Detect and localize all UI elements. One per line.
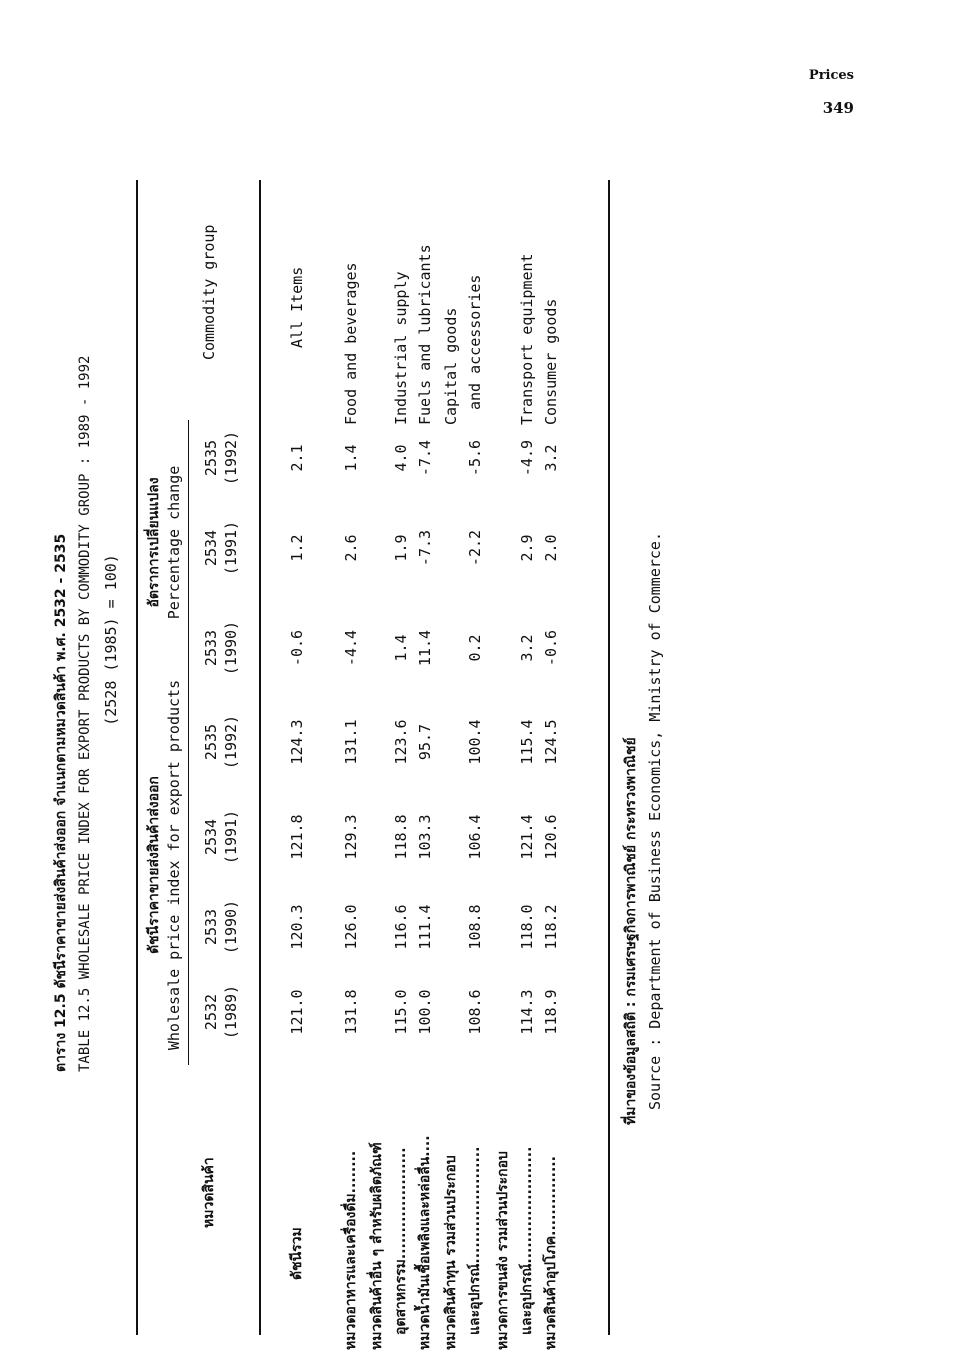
source-note-english: Source : Department of Business Economics, Ministry of Commerce. xyxy=(646,532,664,1110)
table-cell: 3.2 xyxy=(542,444,560,472)
year-header-th: 2533 xyxy=(202,629,220,667)
row-label-english: Fuels and lubricants xyxy=(416,244,434,425)
table-cell: 106.4 xyxy=(466,814,484,860)
table-title-english: TABLE 12.5 WHOLESALE PRICE INDEX FOR EXPORT PRODUCTS BY COMMODITY GROUP : 1989 - 1992 xyxy=(77,355,93,1072)
page-number: 349 xyxy=(822,99,854,117)
table-cell: 100.4 xyxy=(466,719,484,765)
group1-rule xyxy=(188,665,189,1065)
table-base-note: (2528 (1985) = 100) xyxy=(102,554,120,726)
year-header-th: 2532 xyxy=(202,993,220,1031)
row-label-english: Consumer goods xyxy=(542,298,560,425)
table-cell: 118.0 xyxy=(518,904,536,950)
table-cell: 121.0 xyxy=(288,989,306,1035)
group1-heading-english: Wholesale price index for export products xyxy=(165,679,183,1051)
year-header-en: (1992) xyxy=(222,714,240,770)
table-cell: -4.4 xyxy=(342,629,360,667)
table-cell: 118.2 xyxy=(542,904,560,950)
table-cell: 131.1 xyxy=(342,719,360,765)
header-rule xyxy=(259,180,261,1335)
table-cell: 108.8 xyxy=(466,904,484,950)
row-label-english: All Items xyxy=(288,266,306,348)
table-cell: 121.4 xyxy=(518,814,536,860)
table-cell: -4.9 xyxy=(518,439,536,477)
table-cell: 111.4 xyxy=(416,904,434,950)
group2-heading-thai: อัตราการเปลี่ยนแปลง xyxy=(146,477,162,608)
rotated-table-page xyxy=(50,183,670,1350)
row-label-thai: และอุปกรณ์...................... xyxy=(467,1146,483,1335)
table-cell: 121.8 xyxy=(288,814,306,860)
year-header-th: 2535 xyxy=(202,439,220,477)
table-cell: 1.2 xyxy=(288,534,306,562)
table-cell: 120.3 xyxy=(288,904,306,950)
table-cell: 116.6 xyxy=(392,904,410,950)
running-title: Prices xyxy=(808,68,854,83)
table-cell: 118.9 xyxy=(542,989,560,1035)
stub-head-english: Commodity group xyxy=(200,224,218,360)
row-label-thai: หมวดอาหารและเครื่องดื่ม........ xyxy=(343,1150,359,1350)
table-cell: 2.6 xyxy=(342,534,360,562)
table-cell: -7.3 xyxy=(416,529,434,567)
row-label-thai: หมวดสินค้าอุปโภค............... xyxy=(543,1156,559,1350)
table-cell: -7.4 xyxy=(416,439,434,477)
year-header-en: (1991) xyxy=(222,520,240,576)
row-label-thai: และอุปกรณ์...................... xyxy=(519,1146,535,1335)
row-label-thai: หมวดน้ำมันเชื้อเพลิงและหล่อลื่น.... xyxy=(417,1135,433,1350)
table-cell: 124.3 xyxy=(288,719,306,765)
group2-rule xyxy=(188,420,189,665)
table-cell: 4.0 xyxy=(392,444,410,472)
table-cell: 100.0 xyxy=(416,989,434,1035)
table-cell: 103.3 xyxy=(416,814,434,860)
table-cell: 1.9 xyxy=(392,534,410,562)
group1-heading-thai: ดัชนีราคาขายส่งสินค้าส่งออก xyxy=(146,776,162,954)
row-label-english: Transport equipment xyxy=(518,253,536,425)
table-cell: 131.8 xyxy=(342,989,360,1035)
table-cell: -0.6 xyxy=(542,629,560,667)
year-header-en: (1990) xyxy=(222,899,240,955)
year-header-en: (1989) xyxy=(222,984,240,1040)
table-cell: 114.3 xyxy=(518,989,536,1035)
table-cell: 124.5 xyxy=(542,719,560,765)
row-label-thai: หมวดการขนส่ง รวมส่วนประกอบ xyxy=(495,1151,511,1350)
stub-head-thai: หมวดสินค้า xyxy=(201,1157,217,1228)
row-label-thai: อุตสาหกรรม..................... xyxy=(393,1147,409,1335)
source-note-thai: ที่มาของข้อมูลสถิติ : กรมเศรษฐกิจการพาณิชย์ กระทรวงพาณิชย์ xyxy=(623,737,639,1125)
table-cell: 2.0 xyxy=(542,534,560,562)
table-cell: 2.9 xyxy=(518,534,536,562)
year-header-th: 2534 xyxy=(202,818,220,856)
row-label-english: Food and beverages xyxy=(342,262,360,425)
table-cell: 1.4 xyxy=(392,634,410,662)
year-header-th: 2533 xyxy=(202,908,220,946)
table-cell: 115.0 xyxy=(392,989,410,1035)
top-rule xyxy=(136,180,138,1335)
table-title-thai: ตาราง 12.5 ดัชนีราคาขายส่งสินค้าส่งออก จำแนกตามหมวดสินค้า พ.ศ. 2532 - 2535 xyxy=(53,533,69,1072)
year-header-en: (1990) xyxy=(222,620,240,676)
table-cell: 123.6 xyxy=(392,719,410,765)
bottom-rule xyxy=(608,180,610,1335)
table-cell: -5.6 xyxy=(466,439,484,477)
table-cell: 95.7 xyxy=(416,723,434,761)
table-cell: 126.0 xyxy=(342,904,360,950)
table-cell: 120.6 xyxy=(542,814,560,860)
table-cell: 11.4 xyxy=(416,629,434,667)
year-header-en: (1991) xyxy=(222,809,240,865)
table-cell: -0.6 xyxy=(288,629,306,667)
table-cell: 1.4 xyxy=(342,444,360,472)
table-cell: 108.6 xyxy=(466,989,484,1035)
table-cell: -2.2 xyxy=(466,529,484,567)
table-cell: 3.2 xyxy=(518,634,536,662)
row-label-english: Industrial supply xyxy=(392,271,410,425)
year-header-en: (1992) xyxy=(222,430,240,486)
table-cell: 118.8 xyxy=(392,814,410,860)
year-header-th: 2534 xyxy=(202,529,220,567)
group2-heading-english: Percentage change xyxy=(165,465,183,620)
row-label-thai: ดัชนีรวม xyxy=(289,1227,305,1280)
row-label-english: Capital goods xyxy=(442,307,460,425)
year-header-th: 2535 xyxy=(202,723,220,761)
row-label-thai: หมวดสินค้าอื่น ๆ สำหรับผลิตภัณฑ์ xyxy=(369,1142,385,1350)
table-cell: 2.1 xyxy=(288,444,306,472)
table-cell: 0.2 xyxy=(466,634,484,662)
row-label-english: and accessories xyxy=(466,274,484,410)
table-cell: 129.3 xyxy=(342,814,360,860)
table-cell: 115.4 xyxy=(518,719,536,765)
row-label-thai: หมวดสินค้าทุน รวมส่วนประกอบ xyxy=(443,1155,459,1350)
